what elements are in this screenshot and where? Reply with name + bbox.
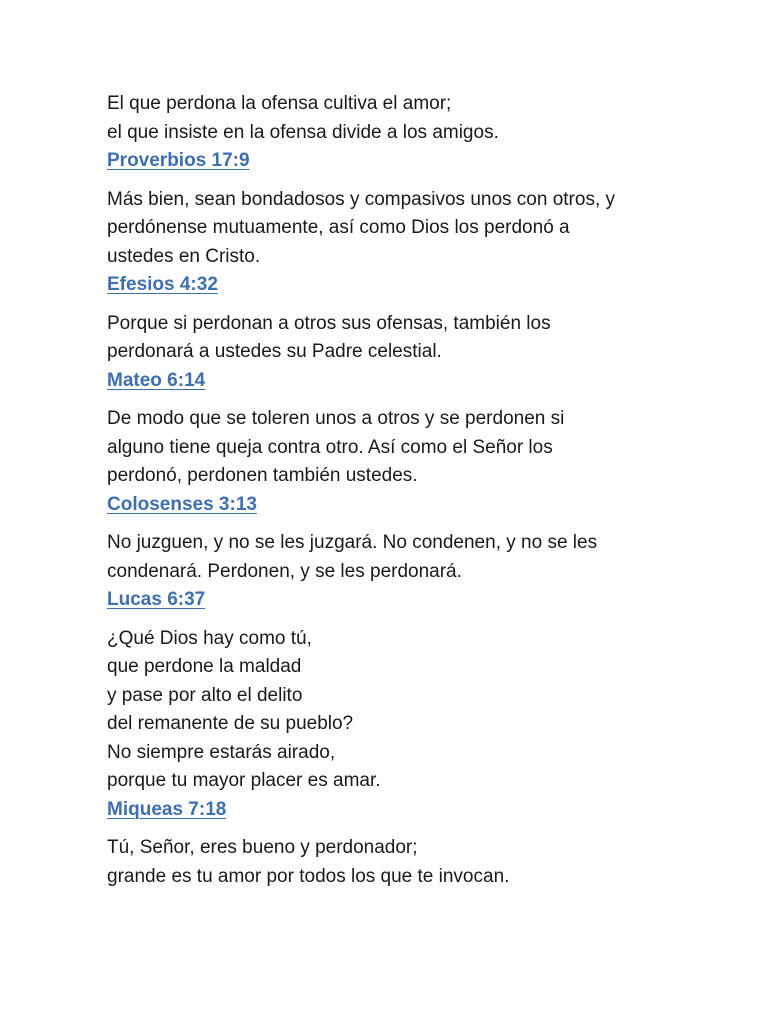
reference-link-proverbios[interactable]: Proverbios 17:9 (107, 150, 250, 171)
verse-line: Más bien, sean bondadosos y compasivos unos con otros, y (107, 188, 616, 210)
passage-lucas (107, 529, 707, 615)
verse-line: ¿Qué Dios hay como tú, (107, 627, 312, 649)
passage-mateo (107, 310, 707, 396)
verse-line: Tú, Señor, eres bueno y perdonador; (107, 837, 418, 858)
verse-line: perdónense mutuamente, así como Dios los perdonó a (107, 217, 570, 238)
verse-line: y pase por alto el delito (107, 684, 303, 706)
passage-proverbios (107, 90, 707, 176)
reference-link-mateo[interactable]: Mateo 6:14 (107, 369, 206, 391)
verse-line: alguno tiene queja contra otro. Así como el Señor los (107, 436, 553, 458)
verse-line: del remanente de su pueblo? (107, 713, 354, 734)
verse-line: El que perdona la ofensa cultiva el amor; (107, 93, 452, 114)
reference-link-lucas[interactable]: Lucas 6:37 (107, 589, 206, 610)
verse-line: ustedes en Cristo. (107, 245, 261, 267)
verse-line: No juzguen, y no se les juzgará. No condenen, y no se les (107, 532, 598, 553)
passage-efesios (107, 186, 707, 300)
reference-link-miqueas[interactable]: Miqueas 7:18 (107, 798, 227, 820)
document-page (107, 90, 707, 901)
passage-final (107, 834, 707, 891)
verse-line: perdonó, perdonen también ustedes. (107, 465, 418, 486)
verse-line: condenará. Perdonen, y se les perdonará. (107, 560, 462, 582)
passage-colosenses (107, 405, 707, 519)
passage-miqueas (107, 625, 707, 825)
reference-link-efesios[interactable]: Efesios 4:32 (107, 274, 218, 295)
verse-line: perdonará a ustedes su Padre celestial. (107, 341, 442, 362)
verse-line: grande es tu amor por todos los que te invocan. (107, 865, 510, 887)
verse-line: que perdone la maldad (107, 656, 302, 677)
reference-link-colosenses[interactable]: Colosenses 3:13 (107, 493, 257, 515)
verse-line: No siempre estarás airado, (107, 741, 336, 763)
verse-line: Porque si perdonan a otros sus ofensas, también los (107, 312, 551, 334)
verse-line: porque tu mayor placer es amar. (107, 770, 381, 791)
verse-line: el que insiste en la ofensa divide a los amigos. (107, 121, 499, 143)
verse-line: De modo que se toleren unos a otros y se perdonen si (107, 408, 565, 429)
